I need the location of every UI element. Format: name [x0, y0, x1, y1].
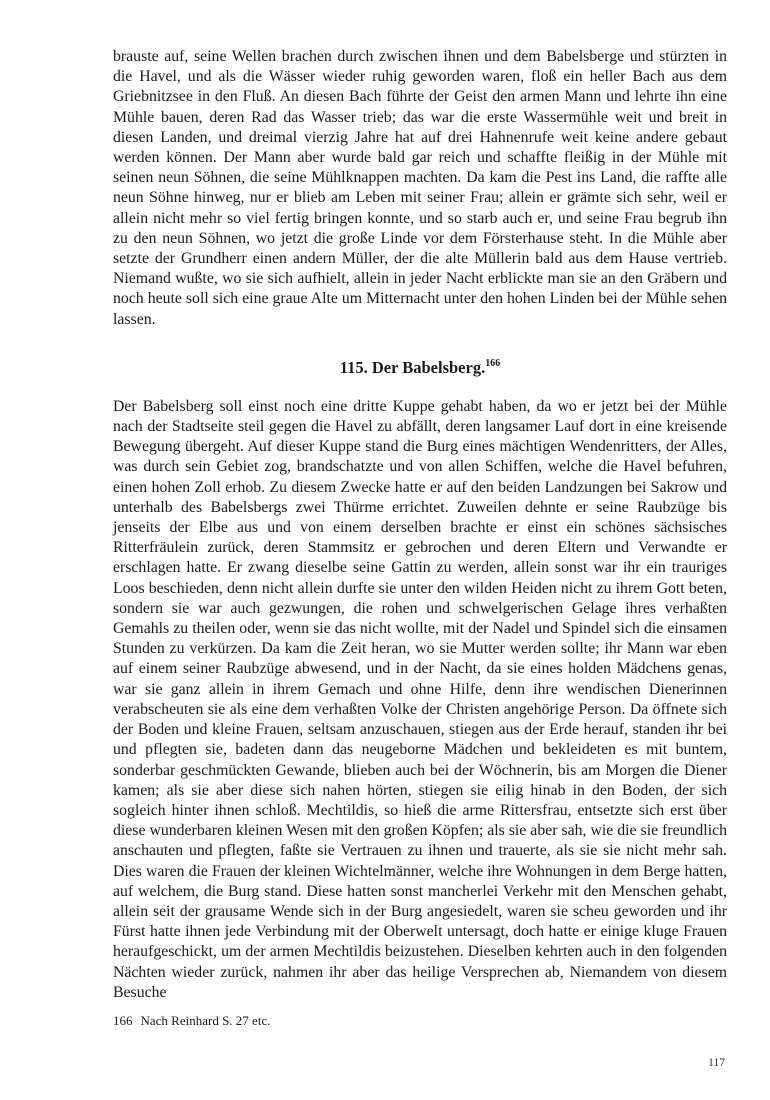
page-number: 117 — [708, 1057, 725, 1069]
page-body — [113, 47, 727, 1003]
section-heading-title: 115. Der Babelsberg. — [339, 357, 486, 377]
footnote-number: 166 — [113, 1013, 133, 1028]
footnote-text: Nach Reinhard S. 27 etc. — [140, 1013, 271, 1028]
footnote-reference[interactable]: 166 — [485, 357, 501, 369]
footnote — [113, 1012, 270, 1030]
section-heading — [113, 357, 727, 379]
paragraph-continuation: brauste auf, seine Wellen brachen durch zwischen ihnen und dem Babelsberge und stürzten in die Havel, und als die Wässer wieder ruhig geworden waren, floß ein heller Bach aus dem Griebnitzsee in den Fluß. An diesen Bach führte der Geist den armen Mann und lehrte ihn eine Mühle bauen, deren Rad das Wasser trieb; das war die erste Wassermühle weit und breit in diesen Landen, und dreimal vierzig Jahre hat auf drei Hahnenrufe weit keine andere gebaut werden können. Der Mann aber wurde bald gar reich und schaffte fleißig in der Mühle mit seinen neun Söhnen, die seine Mühlknappen machten. Da kam die Pest ins Land, die raffte alle neun Söhne hinweg, nur er blieb am Leben mit seiner Frau; allein er grämte sich sehr, weil er allein nicht mehr so viel fertig bringen konnte, und so starb auch er, und seine Frau begrub ihn zu den neun Söhnen, wo jetzt die große Linde vor dem Försterhause steht. In die Mühle aber setzte der Grundherr einen andern Müller, der die alte Müllerin bald aus dem Hause vertrieb. Niemand wußte, wo sie sich aufhielt, allein in jeder Nacht erblickte man sie an den Gräbern und noch heute soll sich eine graue Alte um Mitternacht unter den hohen Linden bei der Mühle sehen lassen. — [113, 48, 727, 328]
paragraph-der-babelsberg: Der Babelsberg soll einst noch eine dritte Kuppe gehabt haben, da wo er jetzt bei der Mühle nach der Stadtseite steil gegen die Havel zu abfällt, deren langsamer Lauf dort in eine kreisende Bewegung übergeht. Auf dieser Kuppe stand die Burg eines mächtigen Wendenritters, der Alles, was durch sein Gebiet zog, brandschatzte und von allen Schiffen, welche die Havel befuhren, einen hohen Zoll erhob. Zu diesem Zwecke hatte er auf den beiden Landzungen bei Sakrow und unterhalb des Babelsbergs zwei Thürme errichtet. Zuweilen dehnte er seine Raubzüge bis jenseits der Elbe aus und von einem derselben brachte er einst ein schönes sächsisches Ritterfräulein zurück, deren Stammsitz er gebrochen und deren Eltern und Verwandte er erschlagen hatte. Er zwang dieselbe seine Gattin zu werden, allein sonst war ihr ein trauriges Loos beschieden, denn nicht allein durfte sie unter den wilden Heiden nicht zu ihrem Gott beten, sondern sie war auch gezwungen, die rohen und schwelgerischen Gelage ihres verhaßten Gemahls zu theilen oder, wenn sie das nicht wollte, mit der Nadel und Spindel sich die einsamen Stunden zu verkürzen. Da kam die Zeit heran, wo sie Mutter werden sollte; ihr Mann war eben auf einem seiner Raubzüge abwesend, und in der Nacht, da sie eines holden Mädchens genas, war sie ganz allein in ihrem Gemach und ohne Hilfe, denn ihre wendischen Dienerinnen verabscheuten sie als eine dem verhaßten Volke der Christen angehörige Person. Da öffnete sich der Boden und kleine Frauen, seltsam anzuschauen, stiegen aus der Erde herauf, standen ihr bei und pflegten sie, badeten dann das neugeborne Mädchen und bekleideten es mit buntem, sonderbar geschmückten Gewande, blieben auch bei der Wöchnerin, bis am Morgen die Diener kamen; als sie aber diese sich nahen hörten, stiegen sie eilig hinab in den Boden, der sich sogleich hinter ihnen schloß. Mechtildis, so hieß die arme Rittersfrau, entsetzte sich erst über diese wunderbaren kleinen Wesen mit den großen Köpfen; als sie aber sah, wie die sie freundlich anschauten und pflegten, faßte sie Vertrauen zu ihnen und trauerte, als sie sie nicht mehr sah. Dies waren die Frauen der kleinen Wichtelmänner, welche ihre Wohnungen in dem Berge hatten, auf welchem, die Burg stand. Diese hatten sonst mancherlei Verkehr mit den Menschen gehabt, allein seit der grausame Wende sich in der Burg angesiedelt, waren sie scheu geworden und ihr Fürst hatte ihnen jede Verbindung mit der Oberwelt untersagt, doch hatte er einige kluge Frauen heraufgeschickt, um der armen Mechtildis beizustehen. Dieselben kehrten auch in den folgenden Nächten wieder zurück, nahmen ihr aber das heilige Versprechen ab, Niemandem von diesem Besuche — [113, 397, 727, 1001]
